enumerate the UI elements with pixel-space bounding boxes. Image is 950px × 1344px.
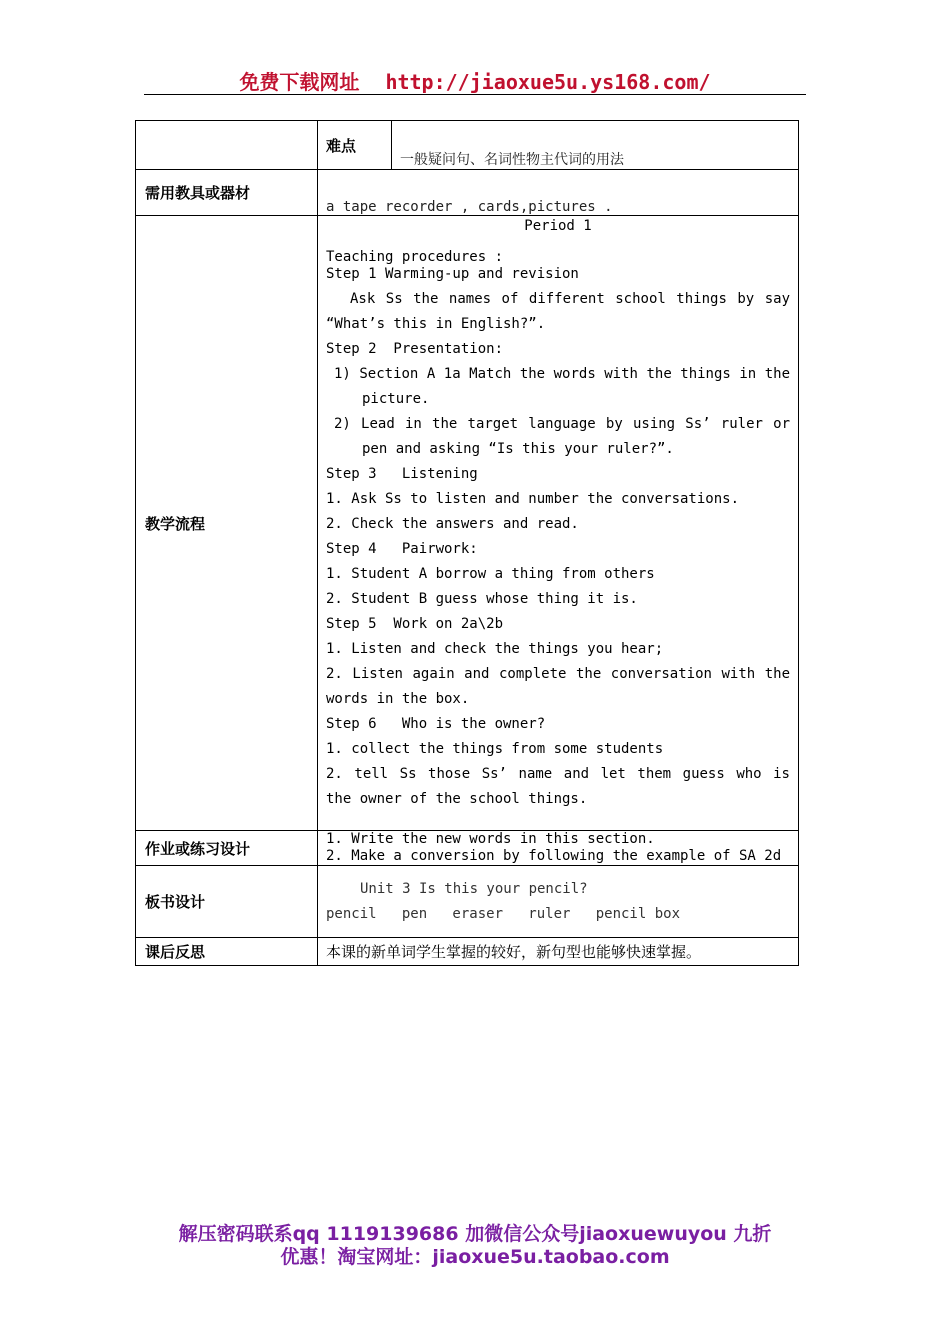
homework-line: 2. Make a conversion by following the example of SA 2d	[326, 848, 782, 864]
procedure-line: 1. Listen and check the things you hear;	[326, 641, 664, 657]
procedure-line: pen and asking “Is this your ruler?”.	[362, 441, 674, 457]
homework-cell	[318, 831, 799, 866]
procedure-content	[326, 216, 790, 812]
procedure-label: 教学流程	[136, 216, 318, 831]
row-difficulty-empty-label	[136, 121, 318, 170]
board-cell	[318, 866, 799, 938]
materials-cell	[318, 170, 799, 216]
homework-label: 作业或练习设计	[136, 831, 318, 866]
procedure-line: 2. Student B guess whose thing it is.	[326, 591, 638, 607]
procedure-line: Step 2 Presentation:	[326, 341, 504, 357]
procedure-line: 1. collect the things from some students	[326, 741, 664, 757]
procedure-line: the owner of the school things.	[326, 791, 588, 807]
row-materials	[136, 170, 799, 216]
row-difficulty	[136, 121, 799, 170]
header-banner	[0, 66, 950, 95]
procedure-line: “What’s this in English?”.	[326, 316, 546, 332]
period-heading: Period 1	[524, 218, 592, 234]
row-reflection	[136, 938, 799, 966]
procedure-line: Teaching procedures :	[326, 249, 504, 265]
procedure-line: 2. tell Ss those Ss’ name and let them guess who is	[326, 766, 790, 782]
reflection-label: 课后反思	[136, 938, 318, 966]
row-procedure	[136, 216, 799, 831]
materials-text: a tape recorder , cards,pictures .	[326, 198, 613, 215]
row-board	[136, 866, 799, 938]
board-words: pencil pen eraser ruler pencil box	[326, 905, 681, 922]
procedure-line: 1. Student A borrow a thing from others	[326, 566, 655, 582]
lesson-plan-table	[135, 120, 799, 966]
row-homework	[136, 831, 799, 866]
difficulty-cell	[318, 121, 799, 170]
procedure-line: picture.	[362, 391, 430, 407]
board-title: Unit 3 Is this your pencil?	[360, 880, 588, 897]
procedure-line: words in the box.	[326, 691, 470, 707]
procedure-line: 2. Check the answers and read.	[326, 516, 579, 532]
procedure-line: Step 3 Listening	[326, 466, 478, 482]
reflection-cell	[318, 938, 799, 966]
procedure-line: 1) Section A 1a Match the words with the things in the	[334, 366, 790, 382]
procedure-line: Step 1 Warming-up and revision	[326, 266, 579, 282]
footer-line-2: 优惠！淘宝网址：jiaoxue5u.taobao.com	[280, 1246, 670, 1268]
reflection-text: 本课的新单词学生掌握的较好，新句型也能够快速掌握。	[326, 943, 702, 961]
materials-label: 需用教具或器材	[136, 170, 318, 216]
header-divider	[144, 94, 806, 95]
homework-line: 1. Write the new words in this section.	[326, 831, 655, 847]
board-label: 板书设计	[136, 866, 318, 938]
procedure-line: 2) Lead in the target language by using Ss’ ruler or	[334, 416, 790, 432]
header-url-link[interactable]: http://jiaoxue5u.ys168.com/	[385, 70, 711, 94]
procedure-line: 2. Listen again and complete the conversation with the	[326, 666, 790, 682]
difficulty-label: 难点	[318, 121, 392, 169]
difficulty-text: 一般疑问句、名词性物主代词的用法	[400, 152, 624, 168]
procedure-line: Step 4 Pairwork:	[326, 541, 478, 557]
procedure-line: Step 5 Work on 2a\2b	[326, 616, 504, 632]
procedure-line: Step 6 Who is the owner?	[326, 716, 546, 732]
procedure-line: 1. Ask Ss to listen and number the conversations.	[326, 491, 740, 507]
footer-line-1: 解压密码联系qq 1119139686 加微信公众号jiaoxuewuyou 九折	[178, 1223, 772, 1245]
procedure-cell	[318, 216, 799, 831]
procedure-line: Ask Ss the names of different school things by say	[350, 291, 790, 307]
header-title: 免费下载网址	[239, 70, 360, 94]
